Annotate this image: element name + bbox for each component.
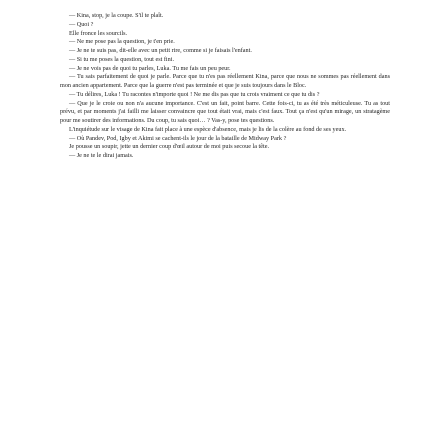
paragraph: Elle fronce les sourcils.: [69, 29, 128, 37]
paragraph: — Kina, stop, je la coupe. S'il te plaît.: [69, 12, 164, 19]
paragraph: — Tu délires, Luka ! Tu racontes n'importe quoi ! Ne me dis pas que tu crois vraiment ce que tu dis ?: [69, 90, 320, 98]
paragraph: — Quoi ?: [69, 20, 94, 28]
page-text: [60, 12, 390, 161]
paragraph: — Que je le croie ou non n'a aucune importance. C'est un fait, point barre. Cette fois-ci, tu as été très méticuleuse. Tu as tout prévu, et par moments j'ai failli me laisser convaincre que tout était vrai, mais c'est faux. Tout ça n'est qu'un mirage, un stratagème pour me soutirer des informations. Du coup, tu sais quoi… ? Vas-y, pose tes questions.: [60, 99, 390, 124]
paragraph: Je pousse un soupir, jette un dernier coup d'œil autour de moi puis secoue la tête.: [69, 143, 270, 151]
paragraph: — Ne me pose pas la question, je t'en prie.: [69, 38, 175, 46]
paragraph: — Où Pandev, Pod, Igby et Akimi se cachent-ils le jour de la bataille de Midway Park ?: [69, 134, 287, 142]
paragraph: L'inquiétude sur le visage de Kina fait place à une espèce d'absence, mais je lis de la colère au fond de ses yeux.: [69, 125, 347, 133]
paragraph: — Je ne vois pas de quoi tu parles, Luka. Tu me fais un peu peur.: [69, 64, 231, 72]
paragraph: — Tu sais parfaitement de quoi je parle. Parce que tu n'es pas réellement Kina, parce que nous ne sommes pas réellement dans mon ancien appartement. Parce que la guerre n'est pas terminée et que je suis toujours dans le Bloc.: [60, 73, 390, 89]
paragraph: — Je ne te suis pas, dit-elle avec un petit rire, comme si je faisais l'enfant.: [69, 47, 252, 54]
paragraph: — Si tu me poses la question, tout est fini.: [69, 55, 175, 63]
paragraph: — Je ne te le dirai jamais.: [69, 152, 134, 159]
